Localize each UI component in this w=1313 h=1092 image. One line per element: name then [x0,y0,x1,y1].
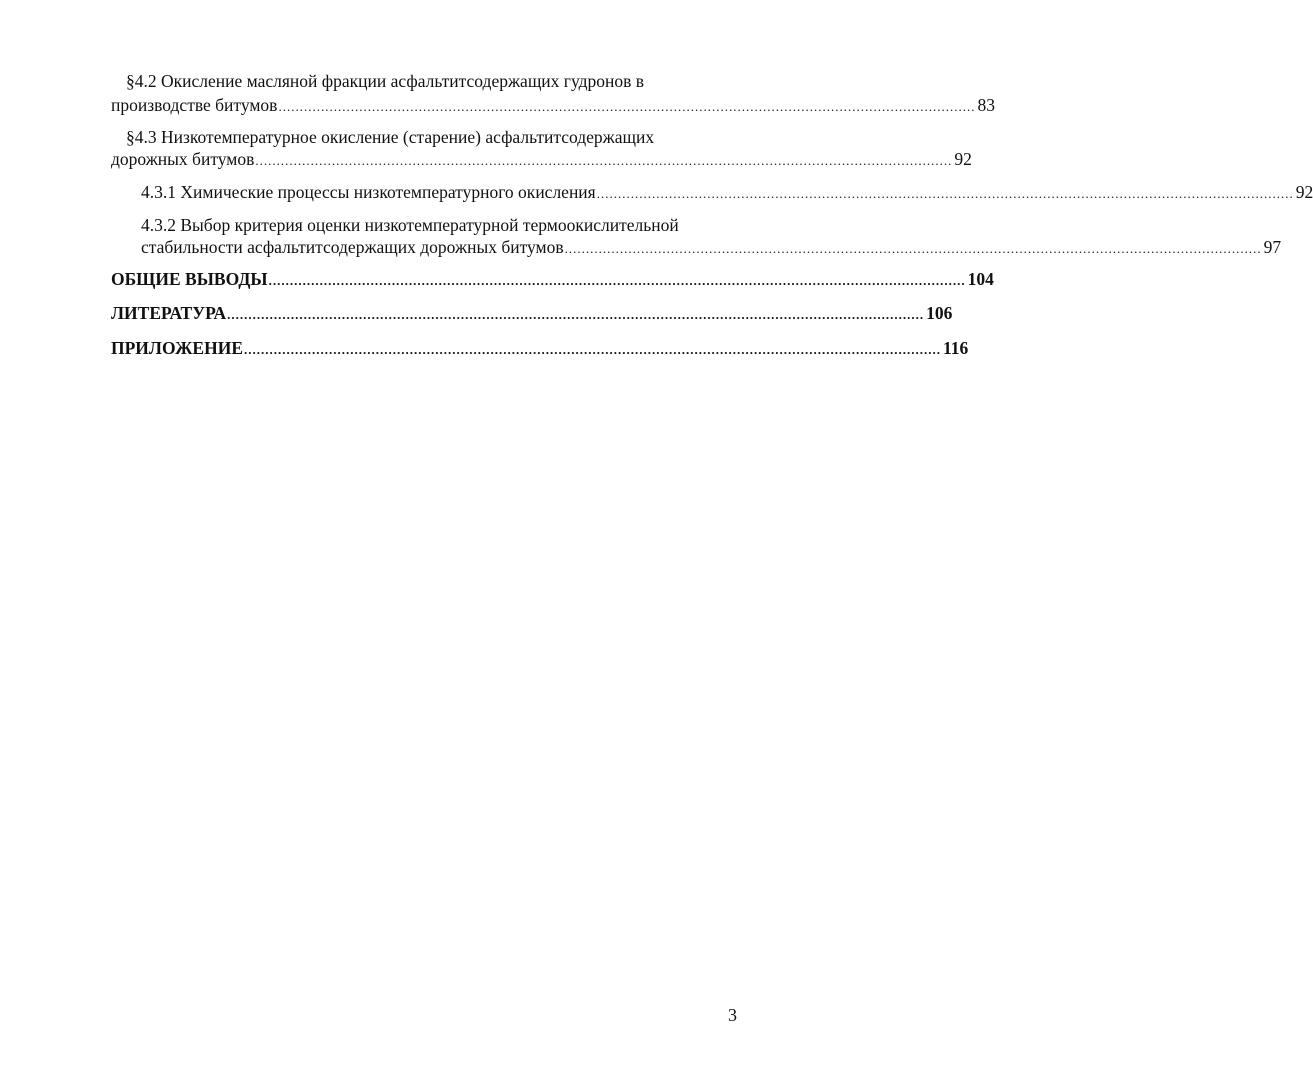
leader-dots: .................................................................................................................................................................... [227,307,925,322]
toc-entry-leader-line [111,302,953,326]
toc-entry-title-line: производстве битумов [111,95,278,115]
leader-dots: .................................................................................................................................................................... [596,186,1294,201]
toc-page-number: 92 [954,149,972,169]
toc-entry-title-line: §4.2 Окисление масляной фракции асфальтитсодержащих гудронов в [126,71,645,91]
toc-page-number: 104 [967,269,994,289]
toc-entry-leader-line [111,148,972,172]
leader-dots: .................................................................................................................................................................... [255,153,953,168]
page-number: 3 [728,1005,737,1025]
toc-entry-title-line: ОБЩИЕ ВЫВОДЫ [111,269,268,289]
toc-entry-title-line: 4.3.1 Химические процессы низкотемпературного окисления [141,182,596,202]
toc-page-number: 97 [1263,237,1282,257]
toc-entry-leader-line [111,268,994,292]
toc-entry-leader-line [141,236,1282,260]
toc-entry-title-line: дорожных битумов [111,149,255,169]
toc-entry-title-line: стабильности асфальтитсодержащих дорожных битумов [141,237,564,257]
toc-entry-leader-line [111,94,995,118]
toc-entry-leader-line [111,337,969,361]
toc-entry-title-line: §4.3 Низкотемпературное окисление (старение) асфальтитсодержащих [126,127,655,147]
toc-entry-leader-line [141,181,1313,205]
toc-entry-title-line: 4.3.2 Выбор критерия оценки низкотемпературной термоокислительной [141,215,679,235]
leader-dots: .................................................................................................................................................................... [244,342,942,357]
toc-entry-title-line: ПРИЛОЖЕНИЕ [111,338,244,358]
toc-page-number: 83 [977,95,995,115]
leader-dots: .................................................................................................................................................................... [278,99,976,114]
toc-page-number: 116 [943,338,969,358]
leader-dots: .................................................................................................................................................................... [564,241,1262,256]
toc-page-number: 106 [926,303,953,323]
leader-dots: .................................................................................................................................................................... [268,273,966,288]
toc-entry-title-line: ЛИТЕРАТУРА [111,303,227,323]
toc-page-number: 92 [1295,182,1313,202]
